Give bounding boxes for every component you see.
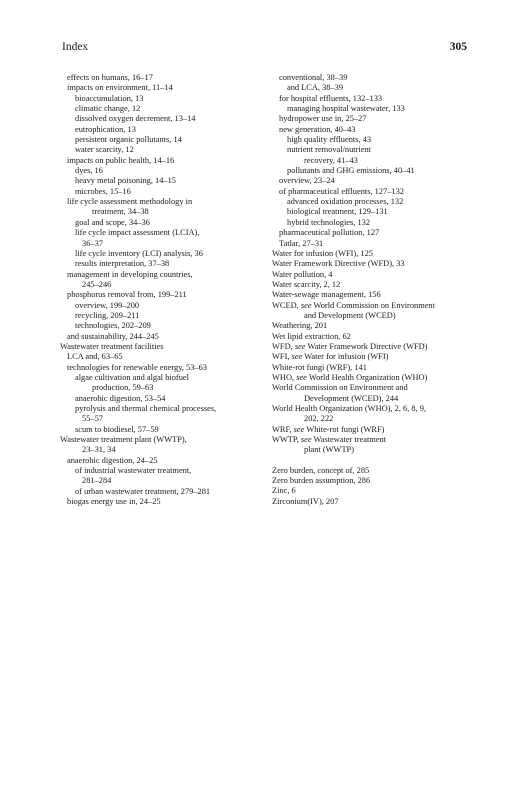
running-head: Index bbox=[62, 41, 89, 53]
index-entry: Water scarcity, 2, 12 bbox=[272, 279, 341, 289]
cross-reference-target: World Health Organization (WHO) bbox=[306, 372, 428, 382]
index-entry: results interpretation, 37–38 bbox=[75, 259, 170, 269]
cross-reference-target: Wastewater treatment bbox=[311, 435, 387, 445]
index-entry: anaerobic digestion, 24–25 bbox=[67, 455, 158, 465]
index-entry bbox=[272, 352, 477, 362]
index-entry: recovery, 41–43 bbox=[304, 155, 358, 165]
index-entry: heavy metal poisoning, 14–15 bbox=[75, 176, 176, 186]
cross-reference-target: World Commission on Environment bbox=[311, 300, 435, 310]
index-entry: Zero burden assumption, 286 bbox=[272, 476, 371, 486]
index-entry bbox=[272, 301, 477, 311]
index-entry: effects on humans, 16–17 bbox=[67, 73, 153, 82]
index-entry: Zero burden, concept of, 285 bbox=[272, 465, 370, 475]
page-number: 305 bbox=[449, 41, 467, 53]
index-entry: biological treatment, 129–131 bbox=[287, 207, 388, 217]
index-term: WFI, bbox=[272, 352, 292, 362]
index-entry: Wastewater treatment facilities bbox=[60, 341, 164, 351]
see-reference: see bbox=[300, 300, 312, 310]
index-entry: management in developing countries, bbox=[67, 269, 193, 279]
index-entry: LCA and, 63–65 bbox=[67, 352, 123, 362]
index-entry: phosphorus removal from, 199–211 bbox=[67, 290, 187, 300]
index-entry: managing hospital wastewater, 133 bbox=[287, 104, 405, 114]
index-entry: high quality effluents, 43 bbox=[287, 135, 372, 145]
index-entry: anaerobic digestion, 53–54 bbox=[75, 393, 166, 403]
index-entry: Water Framework Directive (WFD), 33 bbox=[272, 259, 405, 269]
index-term: WHO, bbox=[272, 372, 297, 382]
index-entry: 202, 222 bbox=[304, 414, 334, 424]
index-entry: 55–57 bbox=[82, 414, 103, 424]
index-entry bbox=[272, 425, 477, 435]
index-entry: and Development (WCED) bbox=[304, 310, 396, 320]
index-entry: recycling, 209–211 bbox=[75, 310, 140, 320]
index-entry: dissolved oxygen decrement, 13–14 bbox=[75, 114, 196, 124]
index-entry: Wet lipid extraction, 62 bbox=[272, 331, 351, 341]
index-entry: conventional, 38–39 bbox=[279, 73, 348, 82]
index-column-right bbox=[272, 73, 477, 507]
index-entry: scum to biodiesel, 57–59 bbox=[75, 424, 159, 434]
index-entry: Tatlar, 27–31 bbox=[279, 238, 324, 248]
see-reference: see bbox=[294, 341, 306, 351]
index-entry: life cycle inventory (LCI) analysis, 36 bbox=[75, 248, 203, 258]
index-entry bbox=[272, 435, 477, 445]
index-section-gap bbox=[272, 456, 477, 466]
index-entry: persistent organic pollutants, 14 bbox=[75, 135, 182, 145]
index-entry: for hospital effluents, 132–133 bbox=[279, 93, 383, 103]
index-entry: dyes, 16 bbox=[75, 166, 103, 176]
index-entry: biogas energy use in, 24–25 bbox=[67, 497, 161, 507]
index-entry: and sustainability, 244–245 bbox=[67, 331, 159, 341]
index-entry: of urban wastewater treatment, 279–281 bbox=[75, 486, 211, 496]
index-entry: Development (WCED), 244 bbox=[304, 393, 399, 403]
cross-reference-target: Water Framework Directive (WFD) bbox=[305, 341, 428, 351]
index-entry: new generation, 40–43 bbox=[279, 124, 356, 134]
index-entry: overview, 199–200 bbox=[75, 300, 140, 310]
index-entry: 36–37 bbox=[82, 238, 103, 248]
index-entry: water scarcity, 12 bbox=[75, 145, 134, 155]
index-entry: nutrient removal/nutrient bbox=[287, 145, 371, 155]
page-header bbox=[62, 41, 467, 57]
index-entry: advanced oxidation processes, 132 bbox=[287, 197, 404, 207]
index-entry: eutrophication, 13 bbox=[75, 124, 136, 134]
index-entry: Zirconium(IV), 207 bbox=[272, 496, 339, 506]
index-entry: algae cultivation and algal biofuel bbox=[75, 372, 189, 382]
index-entry: goal and scope, 34–36 bbox=[75, 217, 150, 227]
index-entry: Water-sewage management, 156 bbox=[272, 290, 381, 300]
index-entry: hybrid technologies, 132 bbox=[287, 217, 371, 227]
index-entry: of industrial wastewater treatment, bbox=[75, 466, 192, 476]
cross-reference-target: White-rot fungi (WRF) bbox=[304, 424, 385, 434]
index-entry: and LCA, 38–39 bbox=[287, 83, 344, 93]
index-entry: 23–31, 34 bbox=[82, 445, 116, 455]
index-term: WCED, bbox=[272, 300, 301, 310]
index-entry: White-rot fungi (WRF), 141 bbox=[272, 362, 367, 372]
see-reference: see bbox=[293, 424, 305, 434]
index-entry: climatic change, 12 bbox=[75, 104, 141, 114]
see-reference: see bbox=[291, 352, 303, 362]
index-entry: technologies, 202–209 bbox=[75, 321, 151, 331]
index-entry: overview, 23–24 bbox=[279, 176, 335, 186]
index-entry: Weathering, 201 bbox=[272, 321, 328, 331]
index-entry: Wastewater treatment plant (WWTP), bbox=[60, 435, 187, 445]
index-entry: 245–246 bbox=[82, 279, 112, 289]
index-entry: technologies for renewable energy, 53–63 bbox=[67, 362, 207, 372]
index-entry: production, 59–63 bbox=[92, 383, 154, 393]
index-entry: hydropower use in, 25–27 bbox=[279, 114, 367, 124]
index-column-left bbox=[60, 73, 265, 507]
index-entry: World Health Organization (WHO), 2, 6, 8, 9, bbox=[272, 404, 427, 413]
index-entry bbox=[272, 373, 477, 383]
index-entry bbox=[272, 342, 477, 352]
see-reference: see bbox=[300, 435, 312, 445]
index-entry: bioaccumulation, 13 bbox=[75, 93, 144, 103]
index-entry: Water for infusion (WFI), 125 bbox=[272, 248, 373, 258]
index-entry: microbes, 15–16 bbox=[75, 186, 131, 196]
index-entry: of pharmaceutical effluents, 127–132 bbox=[279, 186, 404, 196]
index-entry: life cycle impact assessment (LCIA), bbox=[75, 228, 200, 238]
index-entry: World Commission on Environment and bbox=[272, 383, 408, 393]
index-term: WRF, bbox=[272, 424, 294, 434]
index-term: WFD, bbox=[272, 341, 295, 351]
cross-reference-target: Water for infusion (WFI) bbox=[302, 352, 389, 362]
see-reference: see bbox=[296, 372, 307, 382]
index-entry: impacts on public health, 14–16 bbox=[67, 155, 175, 165]
index-entry: 281–284 bbox=[82, 476, 112, 486]
index-entry: Water pollution, 4 bbox=[272, 269, 333, 279]
index-entry: pyrolysis and thermal chemical processes, bbox=[75, 404, 217, 413]
index-entry: treatment, 34–38 bbox=[92, 207, 149, 217]
index-entry: plant (WWTP) bbox=[304, 445, 355, 455]
index-entry: Zinc, 6 bbox=[272, 486, 296, 496]
index-term: WWTP, bbox=[272, 435, 301, 445]
index-entry: pharmaceutical pollution, 127 bbox=[279, 228, 380, 238]
index-entry: impacts on environment, 11–14 bbox=[67, 83, 173, 93]
index-entry: life cycle assessment methodology in bbox=[67, 197, 193, 207]
index-entry: pollutants and GHG emissions, 40–41 bbox=[287, 166, 415, 176]
